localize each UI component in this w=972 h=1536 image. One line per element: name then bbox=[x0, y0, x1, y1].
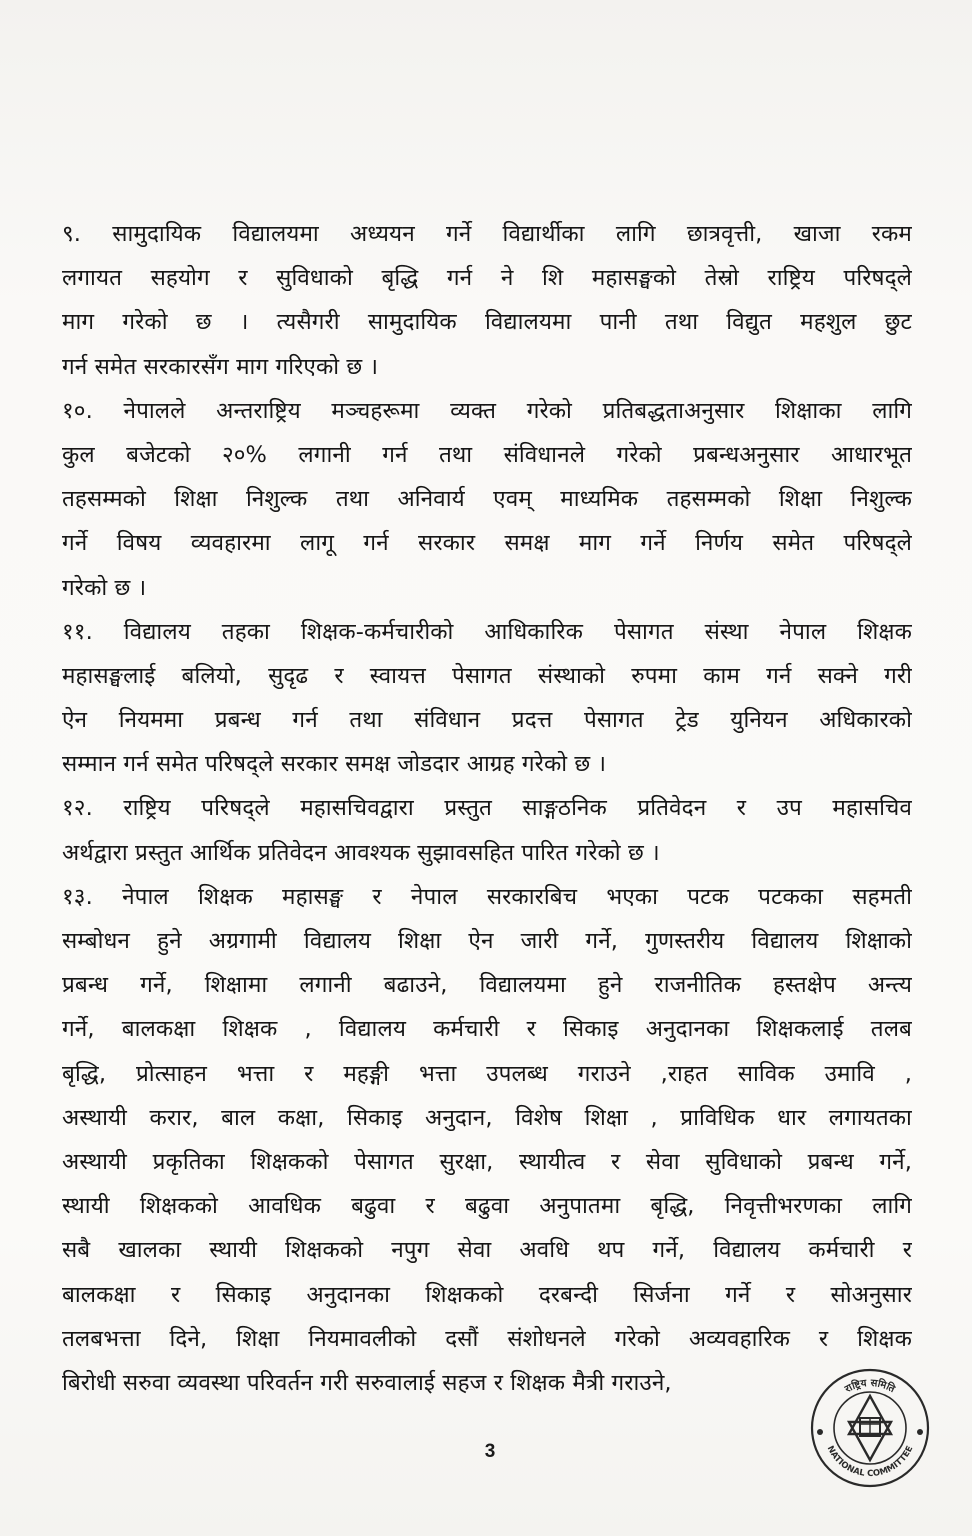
text-line: प्रबन्ध गर्ने, शिक्षामा लगानी बढाउने, विद्यालयमा हुने राजनीतिक हस्तक्षेप अन्त्य bbox=[62, 972, 912, 999]
seal-top-text: राष्ट्रिय समिति bbox=[843, 1377, 897, 1396]
text-line: कुल बजेटको २०% लगानी गर्न तथा संविधानले गरेको प्रबन्धअनुसार आधारभूत bbox=[62, 441, 912, 468]
seal-bottom-text: NATIONAL COMMITTEE bbox=[824, 1444, 916, 1480]
text-line: गर्ने विषय व्यवहारमा लागू गर्न सरकार समक्ष माग गर्ने निर्णय समेत परिषद्ले bbox=[62, 530, 912, 557]
text-line: अस्थायी प्रकृतिका शिक्षकको पेसागत सुरक्षा, स्थायीत्व र सेवा सुविधाको प्रबन्ध गर्ने, bbox=[62, 1148, 912, 1175]
paragraph bbox=[62, 610, 912, 787]
text-line: अस्थायी करार, बाल कक्षा, सिकाइ अनुदान, विशेष शिक्षा , प्राविधिक धार लगायतका bbox=[62, 1104, 912, 1131]
paragraph bbox=[62, 212, 912, 389]
text-line: बृद्धि, प्रोत्साहन भत्ता र महङ्गी भत्ता उपलब्ध गराउने ,राहत साविक उमावि , bbox=[62, 1060, 912, 1087]
text-line: सबै खालका स्थायी शिक्षकको नपुग सेवा अवधि थप गर्ने, विद्यालय कर्मचारी र bbox=[62, 1237, 912, 1264]
text-line: महासङ्घलाई बलियो, सुदृढ र स्वायत्त पेसागत संस्थाको रुपमा काम गर्न सक्ने गरी bbox=[62, 662, 912, 689]
page-number: 3 bbox=[484, 1441, 496, 1462]
paragraph bbox=[62, 875, 912, 1405]
text-line: १३. नेपाल शिक्षक महासङ्घ र नेपाल सरकारबिच भएका पटक पटकका सहमती bbox=[62, 883, 912, 910]
text-line: ९. सामुदायिक विद्यालयमा अध्ययन गर्ने विद्यार्थीका लागि छात्रवृत्ती, खाजा रकम bbox=[62, 221, 912, 247]
text-line: बालकक्षा र सिकाइ अनुदानका शिक्षकको दरबन्दी सिर्जना गर्ने र सोअनुसार bbox=[62, 1281, 912, 1308]
text-line: अर्थद्वारा प्रस्तुत आर्थिक प्रतिवेदन आवश्यक सुझावसहित पारित गरेको छ । bbox=[62, 839, 660, 866]
paragraph bbox=[62, 389, 912, 610]
text-line: गर्ने, बालकक्षा शिक्षक , विद्यालय कर्मचारी र सिकाइ अनुदानका शिक्षकलाई तलब bbox=[62, 1016, 912, 1043]
text-line: ऐन नियममा प्रबन्ध गर्न तथा संविधान प्रदत्त पेसागत ट्रेड युनियन अधिकारको bbox=[62, 707, 912, 734]
text-line: ११. विद्यालय तहका शिक्षक-कर्मचारीको आधिकारिक पेसागत संस्था नेपाल शिक्षक bbox=[62, 618, 912, 645]
organization-seal bbox=[806, 1366, 934, 1490]
text-line: १२. राष्ट्रिय परिषद्ले महासचिवद्वारा प्रस्तुत साङ्गठनिक प्रतिवेदन र उप महासचिव bbox=[62, 795, 912, 822]
text-line: तलबभत्ता दिने, शिक्षा नियमावलीको दसौं संशोधनले गरेको अव्यवहारिक र शिक्षक bbox=[62, 1325, 912, 1352]
text-line: सम्बोधन हुने अग्रगामी विद्यालय शिक्षा ऐन जारी गर्ने, गुणस्तरीय विद्यालय शिक्षाको bbox=[62, 928, 912, 954]
text-line: बिरोधी सरुवा व्यवस्था परिवर्तन गरी सरुवालाई सहज र शिक्षक मैत्री गराउने, bbox=[62, 1369, 672, 1396]
text-line: सम्मान गर्न समेत परिषद्ले सरकार समक्ष जोडदार आग्रह गरेको छ । bbox=[62, 751, 607, 778]
document-body bbox=[62, 212, 912, 1405]
text-line: स्थायी शिक्षकको आवधिक बढुवा र बढुवा अनुपातमा बृद्धि, निवृत्तीभरणका लागि bbox=[62, 1193, 912, 1220]
text-line: गर्न समेत सरकारसँग माग गरिएको छ । bbox=[62, 353, 379, 380]
text-line: तहसम्मको शिक्षा निशुल्क तथा अनिवार्य एवम् माध्यमिक तहसम्मको शिक्षा निशुल्क bbox=[62, 486, 912, 513]
text-line: माग गरेको छ । त्यसैगरी सामुदायिक विद्यालयमा पानी तथा विद्युत महशुल छुट bbox=[62, 309, 912, 336]
text-line: गरेको छ । bbox=[62, 574, 147, 601]
text-line: लगायत सहयोग र सुविधाको बृद्धि गर्न ने शि महासङ्घको तेस्रो राष्ट्रिय परिषद्ले bbox=[62, 265, 912, 292]
text-line: १०. नेपालले अन्तराष्ट्रिय मञ्चहरूमा व्यक्त गरेको प्रतिबद्धताअनुसार शिक्षाका लागि bbox=[62, 397, 912, 424]
paragraph bbox=[62, 786, 912, 874]
svg-text:राष्ट्रिय समिति bbox=[843, 1376, 899, 1395]
